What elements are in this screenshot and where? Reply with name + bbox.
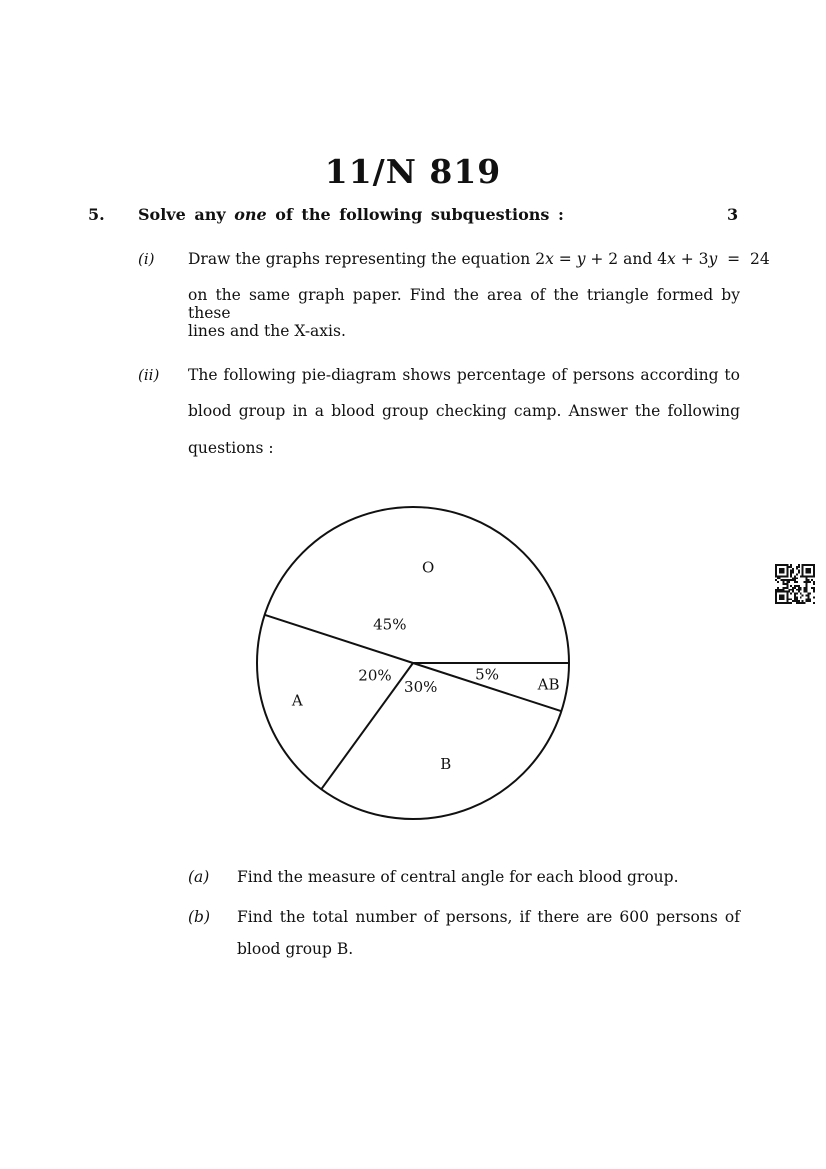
qr-module bbox=[802, 574, 804, 576]
qr-module bbox=[798, 585, 800, 587]
qr-module bbox=[794, 598, 796, 600]
qr-module bbox=[794, 577, 796, 579]
qr-module bbox=[813, 570, 815, 572]
qr-module bbox=[785, 583, 787, 585]
qr-module bbox=[794, 593, 796, 595]
qr-module bbox=[796, 566, 798, 568]
qr-module bbox=[802, 575, 804, 577]
part-ii-line-2: blood group in a blood group checking camp. Answer the following bbox=[188, 402, 740, 420]
qr-module bbox=[775, 600, 777, 602]
qr-module bbox=[775, 572, 777, 574]
qr-module bbox=[794, 587, 796, 589]
qr-module bbox=[813, 581, 815, 583]
qr-module bbox=[802, 602, 804, 604]
qr-module bbox=[781, 594, 783, 596]
qr-module bbox=[792, 589, 794, 591]
qr-module bbox=[790, 579, 792, 581]
qr-module bbox=[807, 600, 809, 602]
qr-code-icon bbox=[775, 564, 815, 604]
pie-labels bbox=[291, 558, 560, 772]
instruction-suffix: of the following subquestions : bbox=[275, 205, 564, 224]
qr-module bbox=[775, 568, 777, 570]
pie-radii bbox=[265, 615, 569, 789]
qr-module bbox=[775, 591, 777, 593]
qr-module bbox=[800, 593, 802, 595]
qr-module bbox=[783, 572, 785, 574]
qr-module bbox=[777, 589, 779, 591]
qr-module bbox=[809, 568, 811, 570]
qr-module bbox=[786, 581, 788, 583]
qr-module bbox=[802, 570, 804, 572]
qr-module bbox=[798, 591, 800, 593]
qr-module bbox=[807, 570, 809, 572]
qr-module bbox=[785, 564, 787, 566]
qr-module bbox=[786, 566, 788, 568]
qr-module bbox=[781, 570, 783, 572]
qr-module bbox=[805, 581, 807, 583]
qr-module bbox=[809, 570, 811, 572]
qr-module bbox=[786, 585, 788, 587]
qr-module bbox=[811, 579, 813, 581]
qr-module bbox=[788, 581, 790, 583]
subpart-b-line-1: Find the total number of persons, if there are 600 persons of bbox=[237, 908, 740, 926]
qr-module bbox=[807, 593, 809, 595]
qr-module bbox=[775, 594, 777, 596]
qr-module bbox=[790, 564, 792, 566]
qr-module bbox=[796, 598, 798, 600]
part-i-line-3: lines and the X-axis. bbox=[188, 322, 346, 340]
qr-module bbox=[788, 598, 790, 600]
qr-module bbox=[796, 581, 798, 583]
qr-module bbox=[781, 596, 783, 598]
qr-module bbox=[805, 583, 807, 585]
qr-module bbox=[813, 575, 815, 577]
qr-module bbox=[794, 581, 796, 583]
qr-module bbox=[798, 589, 800, 591]
qr-module bbox=[786, 579, 788, 581]
qr-module bbox=[779, 596, 781, 598]
eq2-var-x: x bbox=[667, 250, 676, 268]
qr-module bbox=[798, 587, 800, 589]
qr-module bbox=[807, 598, 809, 600]
qr-module bbox=[777, 602, 779, 604]
slice-label-b: B bbox=[440, 754, 452, 773]
subpart-b-label: (b) bbox=[188, 908, 211, 926]
qr-module bbox=[775, 574, 777, 576]
qr-module bbox=[788, 579, 790, 581]
qr-module bbox=[777, 564, 779, 566]
eq1-var-x: x bbox=[545, 250, 554, 268]
qr-module bbox=[796, 585, 798, 587]
qr-module bbox=[804, 589, 806, 591]
qr-module bbox=[802, 566, 804, 568]
qr-module bbox=[809, 564, 811, 566]
qr-module bbox=[800, 596, 802, 598]
eq1-coefficient: 2 bbox=[535, 250, 546, 268]
qr-module bbox=[802, 572, 804, 574]
part-ii-line-3: questions : bbox=[188, 439, 274, 457]
qr-module bbox=[813, 574, 815, 576]
qr-module bbox=[783, 575, 785, 577]
qr-module bbox=[790, 575, 792, 577]
qr-module bbox=[777, 591, 779, 593]
qr-module bbox=[805, 570, 807, 572]
qr-module bbox=[796, 596, 798, 598]
qr-module bbox=[786, 570, 788, 572]
qr-module bbox=[804, 581, 806, 583]
qr-module bbox=[794, 600, 796, 602]
eq2-rest: = 24 bbox=[717, 250, 770, 268]
qr-module bbox=[781, 572, 783, 574]
qr-module bbox=[813, 591, 815, 593]
eq2-operator: + 3 bbox=[675, 250, 709, 268]
qr-module bbox=[775, 564, 777, 566]
qr-module bbox=[798, 602, 800, 604]
qr-module bbox=[805, 577, 807, 579]
instruction-emphasis: one bbox=[234, 205, 267, 224]
qr-module bbox=[788, 589, 790, 591]
qr-module bbox=[779, 572, 781, 574]
qr-module bbox=[809, 575, 811, 577]
qr-module bbox=[781, 598, 783, 600]
qr-module bbox=[783, 587, 785, 589]
qr-module bbox=[792, 568, 794, 570]
part-i-line-2: on the same graph paper. Find the area of the triangle formed by these bbox=[188, 286, 740, 322]
qr-module bbox=[798, 600, 800, 602]
qr-module bbox=[809, 600, 811, 602]
qr-module bbox=[805, 579, 807, 581]
qr-module bbox=[781, 602, 783, 604]
qr-module bbox=[804, 564, 806, 566]
qr-module bbox=[779, 591, 781, 593]
qr-module bbox=[786, 568, 788, 570]
qr-module bbox=[811, 587, 813, 589]
qr-module bbox=[775, 575, 777, 577]
qr-module bbox=[775, 596, 777, 598]
qr-module bbox=[792, 587, 794, 589]
qr-module bbox=[804, 587, 806, 589]
qr-module bbox=[805, 572, 807, 574]
qr-module bbox=[777, 587, 779, 589]
qr-module bbox=[804, 591, 806, 593]
qr-module bbox=[805, 594, 807, 596]
qr-module bbox=[807, 572, 809, 574]
qr-module bbox=[786, 596, 788, 598]
qr-module bbox=[777, 575, 779, 577]
qr-module bbox=[781, 564, 783, 566]
qr-module bbox=[802, 600, 804, 602]
qr-module bbox=[813, 596, 815, 598]
qr-module bbox=[796, 602, 798, 604]
qr-module bbox=[783, 598, 785, 600]
qr-module bbox=[796, 593, 798, 595]
qr-module bbox=[783, 579, 785, 581]
qr-module bbox=[805, 564, 807, 566]
qr-module bbox=[800, 575, 802, 577]
qr-module bbox=[785, 602, 787, 604]
qr-module bbox=[807, 568, 809, 570]
qr-module bbox=[783, 564, 785, 566]
qr-module bbox=[779, 564, 781, 566]
qr-module bbox=[783, 596, 785, 598]
qr-module bbox=[777, 577, 779, 579]
subpart-b-line-2: blood group B. bbox=[237, 940, 354, 958]
qr-module bbox=[786, 575, 788, 577]
qr-module bbox=[775, 570, 777, 572]
paper-code: 11/N 819 bbox=[324, 152, 502, 191]
qr-module bbox=[790, 593, 792, 595]
qr-module bbox=[783, 568, 785, 570]
qr-module bbox=[775, 589, 777, 591]
eq1-operator: = bbox=[553, 250, 577, 268]
and-word: and bbox=[618, 250, 658, 268]
qr-module bbox=[790, 585, 792, 587]
qr-module bbox=[792, 591, 794, 593]
qr-module bbox=[775, 598, 777, 600]
qr-module bbox=[798, 572, 800, 574]
qr-module bbox=[783, 594, 785, 596]
qr-module bbox=[794, 575, 796, 577]
qr-module bbox=[798, 564, 800, 566]
qr-module bbox=[786, 583, 788, 585]
qr-module bbox=[779, 589, 781, 591]
qr-module bbox=[783, 570, 785, 572]
qr-module bbox=[785, 591, 787, 593]
qr-module bbox=[805, 591, 807, 593]
qr-module bbox=[794, 596, 796, 598]
qr-module bbox=[805, 568, 807, 570]
qr-module bbox=[800, 587, 802, 589]
qr-module bbox=[781, 591, 783, 593]
qr-module bbox=[813, 566, 815, 568]
qr-module bbox=[779, 602, 781, 604]
qr-module bbox=[790, 570, 792, 572]
qr-module bbox=[807, 579, 809, 581]
qr-module bbox=[811, 575, 813, 577]
qr-module bbox=[802, 564, 804, 566]
slice-percent-o: 45% bbox=[373, 615, 407, 634]
question-marks: 3 bbox=[727, 205, 739, 224]
qr-module bbox=[775, 566, 777, 568]
qr-module bbox=[800, 602, 802, 604]
eq1-var-y: y bbox=[576, 250, 586, 268]
qr-module bbox=[786, 572, 788, 574]
qr-module bbox=[785, 575, 787, 577]
qr-module bbox=[775, 593, 777, 595]
qr-module bbox=[807, 575, 809, 577]
qr-module bbox=[783, 591, 785, 593]
subpart-a-label: (a) bbox=[188, 868, 210, 886]
slice-label-ab: AB bbox=[537, 675, 560, 694]
qr-module bbox=[805, 585, 807, 587]
qr-module bbox=[777, 581, 779, 583]
slice-label-o: O bbox=[421, 558, 435, 577]
qr-module bbox=[786, 602, 788, 604]
qr-module bbox=[802, 568, 804, 570]
qr-module bbox=[779, 594, 781, 596]
qr-module bbox=[809, 598, 811, 600]
qr-module bbox=[792, 577, 794, 579]
qr-module bbox=[786, 598, 788, 600]
qr-module bbox=[790, 572, 792, 574]
qr-module bbox=[796, 577, 798, 579]
part-i-label: (i) bbox=[138, 250, 155, 268]
qr-module bbox=[813, 564, 815, 566]
qr-module bbox=[792, 572, 794, 574]
qr-module bbox=[813, 587, 815, 589]
eq2-var-y: y bbox=[708, 250, 718, 268]
qr-module bbox=[775, 579, 777, 581]
qr-module bbox=[805, 575, 807, 577]
qr-module bbox=[786, 564, 788, 566]
qr-module bbox=[786, 574, 788, 576]
qr-module bbox=[790, 589, 792, 591]
qr-module bbox=[790, 574, 792, 576]
instruction-prefix: Solve any bbox=[138, 205, 226, 224]
qr-module bbox=[792, 570, 794, 572]
qr-module bbox=[783, 589, 785, 591]
qr-module bbox=[783, 602, 785, 604]
qr-module bbox=[794, 585, 796, 587]
qr-module bbox=[813, 602, 815, 604]
subpart-a-text: Find the measure of central angle for each blood group. bbox=[237, 868, 679, 886]
qr-module bbox=[779, 575, 781, 577]
qr-module bbox=[792, 579, 794, 581]
qr-module bbox=[786, 593, 788, 595]
qr-module bbox=[802, 594, 804, 596]
qr-module bbox=[790, 566, 792, 568]
qr-module bbox=[788, 602, 790, 604]
qr-module bbox=[805, 587, 807, 589]
slice-percent-ab: 5% bbox=[475, 665, 499, 684]
qr-module bbox=[804, 575, 806, 577]
qr-module bbox=[807, 596, 809, 598]
qr-module bbox=[781, 579, 783, 581]
qr-module bbox=[800, 589, 802, 591]
qr-module bbox=[783, 581, 785, 583]
slice-percent-a: 20% bbox=[358, 666, 392, 685]
part-ii-line-1: The following pie-diagram shows percentage of persons according to bbox=[188, 366, 740, 384]
qr-module bbox=[781, 589, 783, 591]
qr-module bbox=[788, 566, 790, 568]
eq2-coefficient: 4 bbox=[657, 250, 668, 268]
qr-module bbox=[809, 581, 811, 583]
qr-module bbox=[796, 568, 798, 570]
qr-module bbox=[807, 564, 809, 566]
qr-module bbox=[779, 577, 781, 579]
part-ii-label: (ii) bbox=[138, 366, 160, 384]
qr-module bbox=[813, 589, 815, 591]
qr-module bbox=[809, 572, 811, 574]
qr-module bbox=[813, 583, 815, 585]
slice-percent-b: 30% bbox=[404, 677, 438, 696]
qr-module bbox=[779, 598, 781, 600]
qr-module bbox=[798, 566, 800, 568]
qr-module bbox=[805, 598, 807, 600]
qr-module bbox=[775, 602, 777, 604]
qr-module bbox=[807, 594, 809, 596]
qr-module bbox=[796, 589, 798, 591]
qr-module bbox=[781, 568, 783, 570]
qr-module bbox=[811, 564, 813, 566]
qr-module bbox=[809, 593, 811, 595]
qr-module bbox=[805, 589, 807, 591]
part-i-line-1-text: Draw the graphs representing the equation bbox=[188, 250, 531, 268]
qr-module bbox=[794, 579, 796, 581]
qr-module bbox=[807, 581, 809, 583]
qr-module bbox=[786, 594, 788, 596]
qr-module bbox=[790, 598, 792, 600]
qr-module bbox=[796, 600, 798, 602]
qr-module bbox=[779, 570, 781, 572]
qr-module bbox=[783, 583, 785, 585]
qr-module bbox=[794, 594, 796, 596]
qr-module bbox=[786, 587, 788, 589]
qr-module bbox=[781, 575, 783, 577]
question-number: 5. bbox=[88, 205, 105, 224]
slice-label-a: A bbox=[291, 691, 303, 710]
qr-module bbox=[798, 570, 800, 572]
qr-module bbox=[796, 574, 798, 576]
qr-module bbox=[813, 572, 815, 574]
qr-module bbox=[792, 600, 794, 602]
qr-module bbox=[804, 602, 806, 604]
qr-module bbox=[790, 602, 792, 604]
eq1-rest: + 2 bbox=[585, 250, 619, 268]
qr-module bbox=[786, 591, 788, 593]
qr-module bbox=[813, 568, 815, 570]
qr-module bbox=[785, 587, 787, 589]
qr-module bbox=[788, 591, 790, 593]
qr-module bbox=[786, 600, 788, 602]
qr-module bbox=[785, 579, 787, 581]
qr-module bbox=[805, 600, 807, 602]
qr-module bbox=[779, 568, 781, 570]
